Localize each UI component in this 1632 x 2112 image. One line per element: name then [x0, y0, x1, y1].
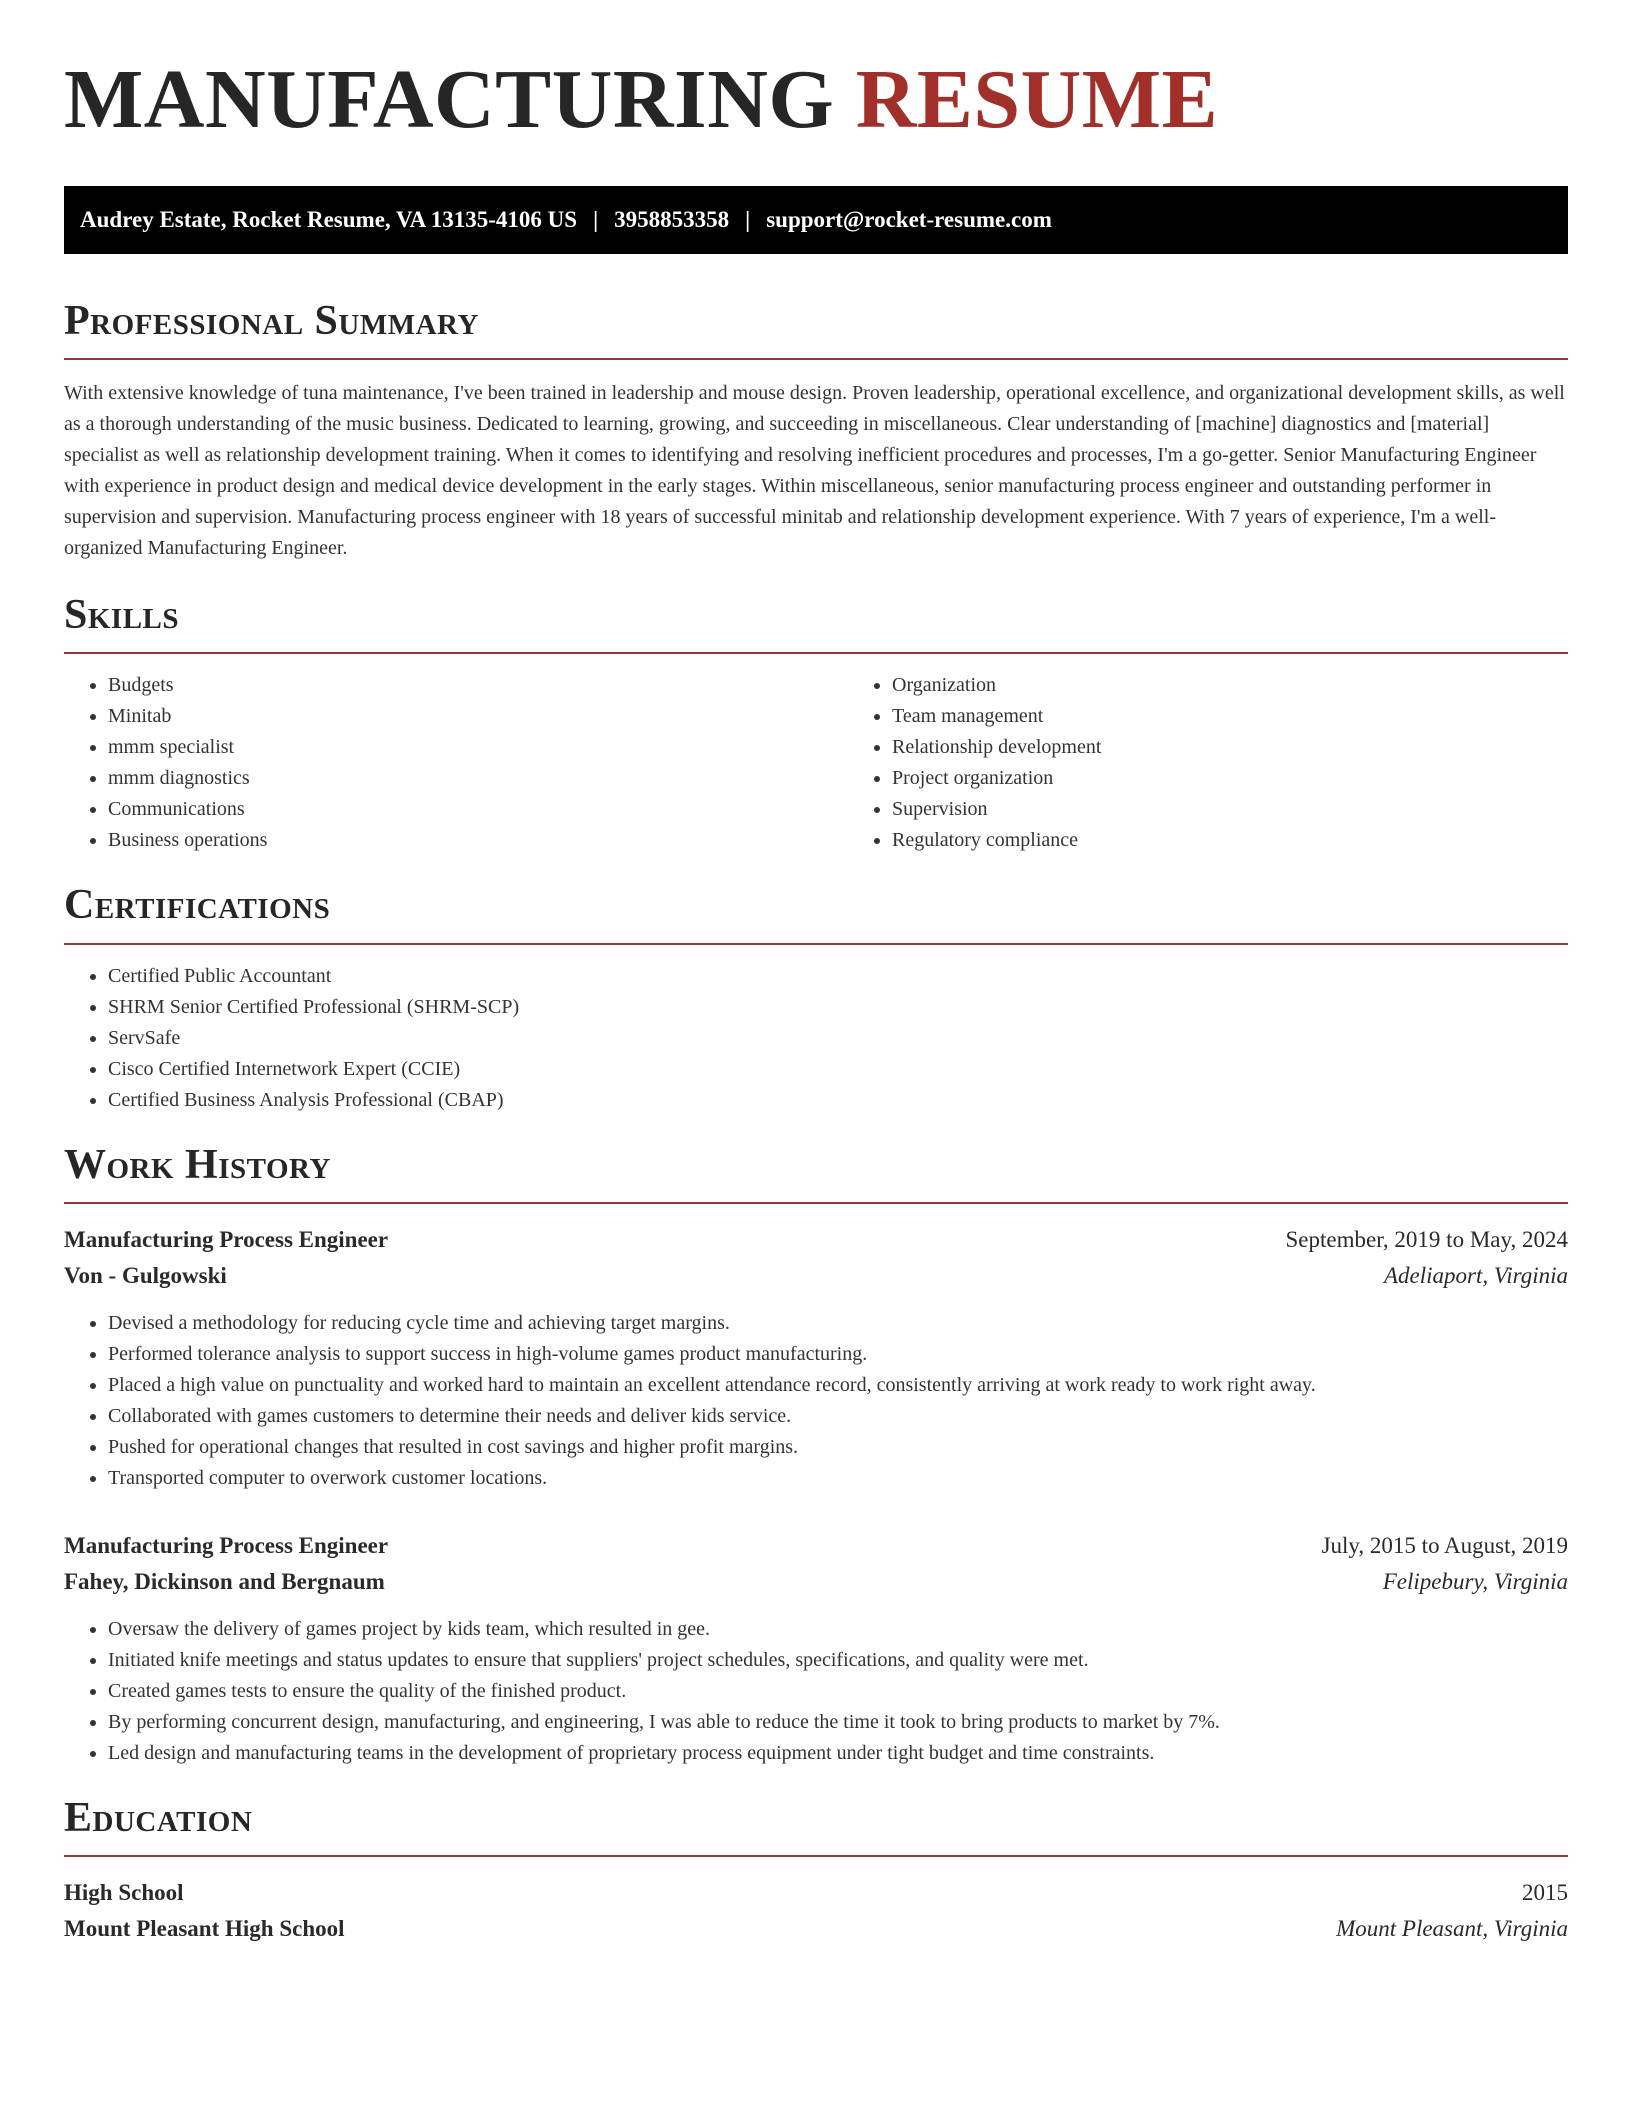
- certifications-section: [64, 882, 1568, 1115]
- section-divider: [64, 943, 1568, 945]
- job-header: [64, 1528, 1568, 1564]
- education-location: Mount Pleasant, Virginia: [1336, 1915, 1568, 1941]
- certifications-list: [64, 961, 1568, 1116]
- title-main: MANUFACTURING: [64, 53, 835, 146]
- contact-bar: [64, 186, 1568, 254]
- contact-phone: 3958853358: [614, 207, 730, 232]
- education-school: Mount Pleasant High School: [64, 1915, 345, 1941]
- education-degree: High School: [64, 1879, 184, 1905]
- list-item: • Certified Public Accountant: [108, 961, 1568, 992]
- job-bullets: [64, 1308, 1568, 1494]
- job-company: Fahey, Dickinson and Bergnaum: [64, 1568, 385, 1594]
- summary-section: [64, 298, 1568, 564]
- list-item: • Initiated knife meetings and status updates to ensure that suppliers' project schedules, specifications, and quality were met.: [108, 1645, 1568, 1676]
- education-subheader: [64, 1911, 1568, 1947]
- list-item: • Organization: [892, 670, 1632, 701]
- job-entry: [64, 1222, 1568, 1494]
- list-item: • Performed tolerance analysis to support success in high-volume games product manufacturing.: [108, 1339, 1568, 1370]
- job-bullets: [64, 1614, 1568, 1769]
- summary-text: With extensive knowledge of tuna maintenance, I've been trained in leadership and mouse design. Proven leadership, operational excellence, and organizational development skills, as well as a thorough understanding of the music business. Dedicated to learning, growing, and succeeding in miscellaneous. Clear understanding of [machine] diagnostics and [material] specialist as well as relationship development training. When it comes to identifying and resolving inefficient procedures and processes, I'm a go-getter. Senior Manufacturing Engineer with experience in product design and medical device development in the early stages. Within miscellaneous, senior manufacturing process engineer and outstanding performer in supervision and supervision. Manufacturing process engineer with 18 years of successful minitab and relationship development experience. With 7 years of experience, I'm a well-organized Manufacturing Engineer.: [64, 382, 1565, 560]
- job-subheader: [64, 1564, 1568, 1600]
- list-item: • By performing concurrent design, manufacturing, and engineering, I was able to reduce the time it took to bring products to market by 7%.: [108, 1707, 1568, 1738]
- list-item: • Communications: [108, 794, 848, 825]
- education-year: 2015: [1522, 1879, 1568, 1905]
- list-item: • Pushed for operational changes that resulted in cost savings and higher profit margins.: [108, 1432, 1568, 1463]
- list-item: • Certified Business Analysis Professional (CBAP): [108, 1085, 1568, 1116]
- contact-separator: |: [593, 207, 599, 232]
- contact-email: support@rocket-resume.com: [766, 207, 1052, 232]
- list-item: • Devised a methodology for reducing cycle time and achieving target margins.: [108, 1308, 1568, 1339]
- job-header: [64, 1222, 1568, 1258]
- list-item: • Led design and manufacturing teams in the development of proprietary process equipment under tight budget and time constraints.: [108, 1738, 1568, 1769]
- job-company: Von - Gulgowski: [64, 1262, 227, 1288]
- education-section: [64, 1795, 1568, 1947]
- list-item: • Placed a high value on punctuality and worked hard to maintain an excellent attendance record, consistently arriving at work ready to work right away.: [108, 1370, 1568, 1401]
- list-item: • Business operations: [108, 825, 848, 856]
- section-heading: Certifications: [64, 882, 331, 929]
- skills-list-left: [64, 670, 848, 856]
- job-dates: July, 2015 to August, 2019: [1321, 1532, 1568, 1558]
- list-item: • ServSafe: [108, 1023, 1568, 1054]
- job-title: Manufacturing Process Engineer: [64, 1226, 389, 1252]
- list-item: • SHRM Senior Certified Professional (SHRM-SCP): [108, 992, 1568, 1023]
- resume-title: [64, 53, 1568, 146]
- skills-columns: [64, 670, 1568, 856]
- job-location: Felipebury, Virginia: [1382, 1568, 1568, 1594]
- skills-list-right: [848, 670, 1632, 856]
- job-subheader: [64, 1258, 1568, 1294]
- job-title: Manufacturing Process Engineer: [64, 1532, 389, 1558]
- section-heading: Work History: [64, 1141, 331, 1188]
- section-divider: [64, 358, 1568, 360]
- job-dates: September, 2019 to May, 2024: [1285, 1226, 1568, 1252]
- list-item: • Cisco Certified Internetwork Expert (CCIE): [108, 1054, 1568, 1085]
- section-divider: [64, 1855, 1568, 1857]
- list-item: • Created games tests to ensure the quality of the finished product.: [108, 1676, 1568, 1707]
- section-divider: [64, 1202, 1568, 1204]
- section-heading: Education: [64, 1794, 253, 1841]
- list-item: • mmm diagnostics: [108, 763, 848, 794]
- contact-separator: |: [745, 207, 751, 232]
- list-item: • Budgets: [108, 670, 848, 701]
- section-divider: [64, 652, 1568, 654]
- work-history-section: [64, 1142, 1568, 1769]
- list-item: • Relationship development: [892, 732, 1632, 763]
- list-item: • Regulatory compliance: [892, 825, 1632, 856]
- education-header: [64, 1875, 1568, 1911]
- list-item: • Minitab: [108, 701, 848, 732]
- contact-address: Audrey Estate, Rocket Resume, VA 13135-4106 US: [80, 207, 578, 232]
- list-item: • Oversaw the delivery of games project by kids team, which resulted in gee.: [108, 1614, 1568, 1645]
- job-entry: [64, 1528, 1568, 1769]
- education-entry: [64, 1875, 1568, 1947]
- list-item: • mmm specialist: [108, 732, 848, 763]
- list-item: • Collaborated with games customers to determine their needs and deliver kids service.: [108, 1401, 1568, 1432]
- section-heading: Professional Summary: [64, 298, 479, 344]
- list-item: • Supervision: [892, 794, 1632, 825]
- title-accent: RESUME: [855, 53, 1219, 146]
- job-location: Adeliaport, Virginia: [1384, 1262, 1568, 1288]
- section-heading: Skills: [64, 592, 180, 639]
- skills-section: [64, 592, 1568, 856]
- list-item: • Team management: [892, 701, 1632, 732]
- list-item: • Transported computer to overwork customer locations.: [108, 1463, 1568, 1494]
- list-item: • Project organization: [892, 763, 1632, 794]
